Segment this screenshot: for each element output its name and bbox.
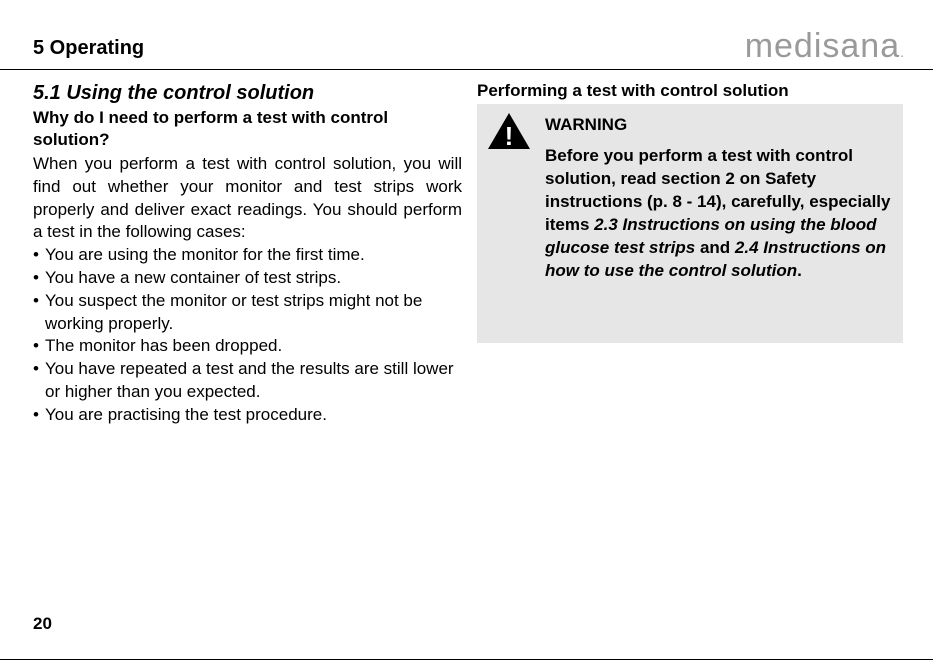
bullet-icon: •: [33, 336, 39, 356]
bullet-icon: •: [33, 404, 39, 424]
warning-box: [477, 104, 903, 343]
bullet-icon: •: [33, 359, 39, 379]
intro-paragraph: When you perform a test with control solution, you will find out whether your monitor and test strips work properly and deliver exact readings. You should perform a test in the following cases:: [33, 154, 462, 242]
warning-triangle-icon: [487, 112, 531, 150]
brand-dot: .: [900, 44, 905, 60]
brand-name: medisana: [744, 27, 901, 65]
warning-title: WARNING: [545, 115, 628, 134]
list-item: • You suspect the monitor or test strips might not be working properly.: [33, 290, 423, 333]
right-column: [477, 80, 903, 343]
list-item: • You have repeated a test and the results are still lower or higher than you expected.: [33, 359, 454, 401]
left-column: [33, 80, 462, 427]
bullet-icon: •: [33, 290, 39, 310]
page-number: 20: [33, 614, 52, 633]
footer-divider: [0, 659, 933, 660]
warning-text: Before you perform a test with control solution, read section 2 on Safety instructions (p. 8 - 14), carefully, especially items 2.3 Instructions on using the blood glucose test strips and 2.4 Instructions on how to use the control solution.: [545, 146, 891, 280]
bullet-icon: •: [33, 267, 39, 287]
case-list: [33, 244, 462, 426]
procedure-heading: Performing a test with control solution: [477, 81, 789, 100]
section-title: 5.1 Using the control solution: [33, 82, 315, 104]
chapter-title: 5 Operating: [33, 37, 145, 59]
header-divider: [0, 69, 933, 70]
list-item: • The monitor has been dropped.: [33, 335, 462, 358]
list-item: • You are using the monitor for the first time.: [33, 244, 462, 267]
question-heading: Why do I need to perform a test with control solution?: [33, 108, 389, 149]
reference-2-3: 2.3 Instructions on using the blood glucose test strips: [545, 215, 877, 257]
reference-2-4: 2.4 Instructions on how to use the control solution: [545, 238, 887, 280]
medisana-logo: [745, 26, 905, 72]
list-item: • You are practising the test procedure.: [33, 404, 462, 427]
exclamation-mark: !: [504, 121, 514, 150]
list-item: • You have a new container of test strips.: [33, 267, 462, 290]
bullet-icon: •: [33, 245, 39, 265]
